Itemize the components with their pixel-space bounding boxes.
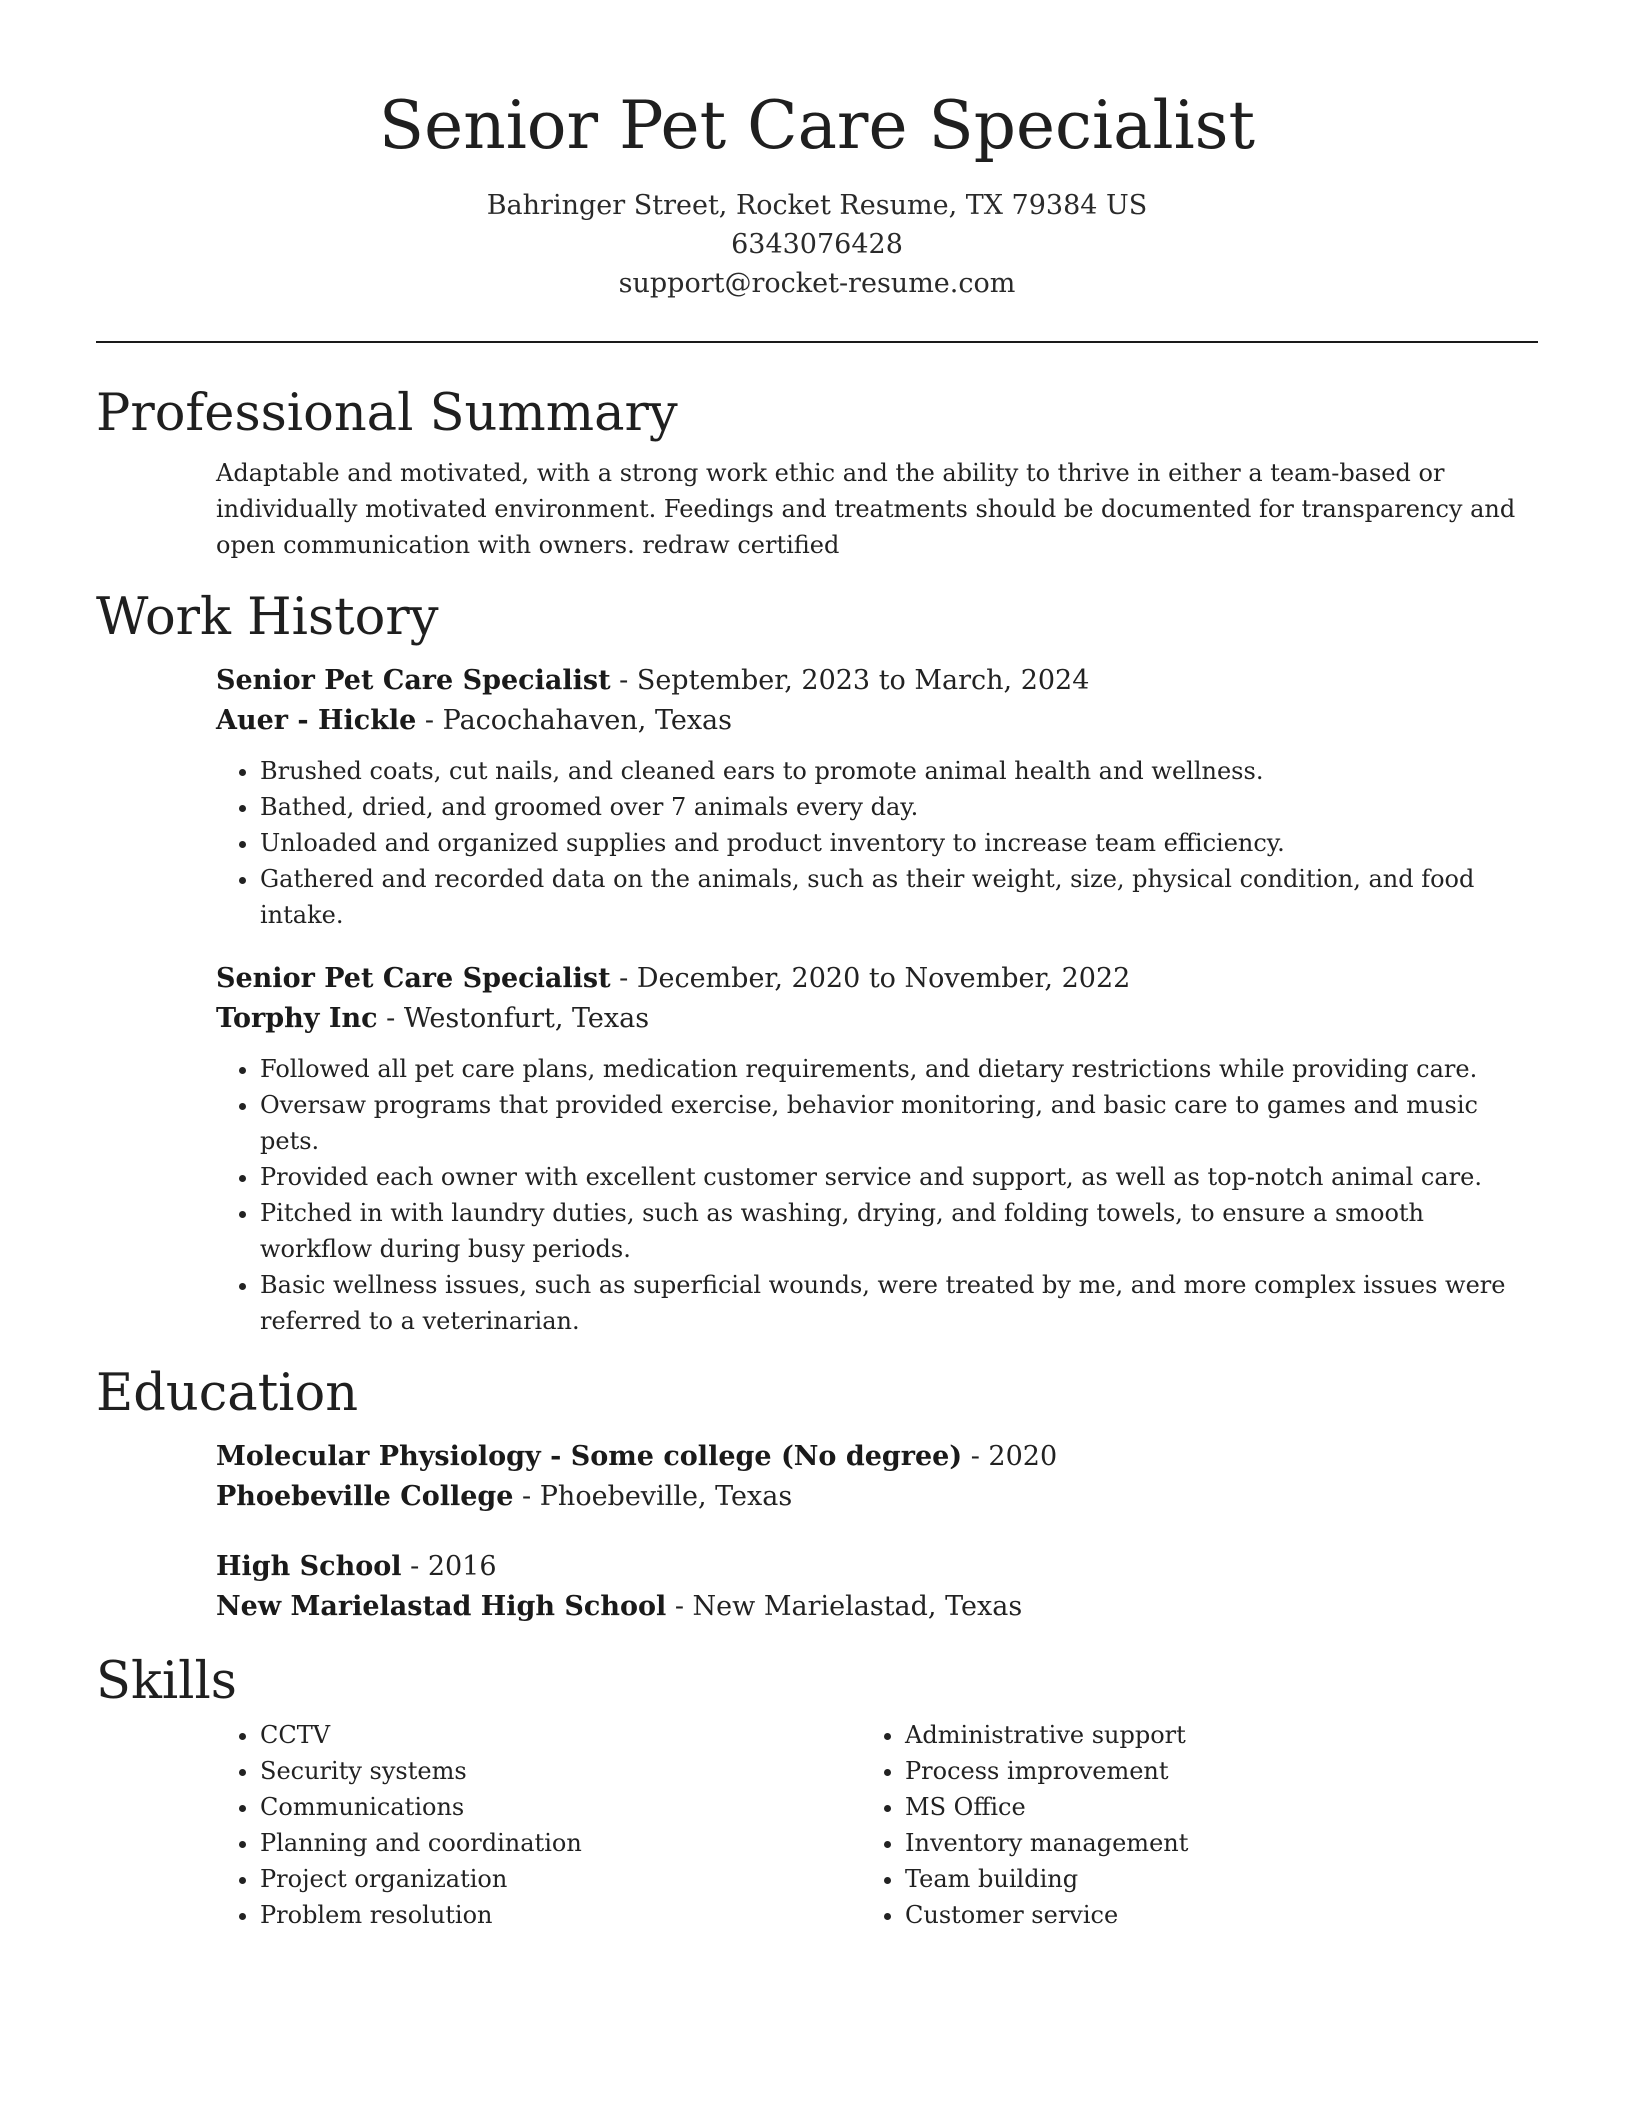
job-duty: • Basic wellness issues, such as superficial wounds, were treated by me, and more complex issues were referred to a veterinarian. — [260, 1267, 1538, 1339]
job-duty: • Oversaw programs that provided exercise, behavior monitoring, and basic care to games and music pets. — [260, 1087, 1538, 1159]
job-duties-list — [216, 753, 1538, 933]
education-entry — [216, 1547, 1538, 1627]
job-duty: • Bathed, dried, and groomed over 7 animals every day. — [260, 789, 1538, 825]
job-duty: • Pitched in with laundry duties, such as washing, drying, and folding towels, to ensure a smooth workflow during busy periods. — [260, 1195, 1538, 1267]
job-duty: • Provided each owner with excellent customer service and support, as well as top-notch animal care. — [260, 1159, 1538, 1195]
skills-list — [216, 1717, 1538, 1933]
skills-column-right — [861, 1717, 1506, 1933]
email-address: support@rocket-resume.com — [618, 268, 1016, 299]
job-entry — [216, 661, 1538, 933]
education-degree: High School — [216, 1551, 402, 1582]
job-location: - Westonfurt, Texas — [377, 1003, 650, 1034]
header-divider — [96, 341, 1538, 343]
skill-item: • Administrative support — [905, 1717, 1506, 1753]
skill-item: • Project organization — [260, 1861, 861, 1897]
skills-heading: Skills — [96, 1652, 237, 1711]
skill-item: • Team building — [905, 1861, 1506, 1897]
skill-item: • Inventory management — [905, 1825, 1506, 1861]
phone-number: 6343076428 — [731, 229, 903, 260]
job-duty: • Brushed coats, cut nails, and cleaned ears to promote animal health and wellness. — [260, 753, 1538, 789]
job-entry — [216, 959, 1538, 1339]
work-history-heading: Work History — [96, 588, 439, 647]
education-school-line — [216, 1587, 1538, 1627]
job-position: Senior Pet Care Specialist — [216, 963, 611, 994]
job-title-line — [216, 661, 1538, 701]
education-entry — [216, 1437, 1538, 1517]
skill-item: • Planning and coordination — [260, 1825, 861, 1861]
job-company: Torphy Inc — [216, 1003, 378, 1034]
skill-item: • Communications — [260, 1789, 861, 1825]
resume-header — [96, 0, 1538, 303]
education-degree-line — [216, 1437, 1538, 1477]
job-company: Auer - Hickle — [216, 705, 417, 736]
job-title-line — [216, 959, 1538, 999]
resume-page — [96, 0, 1538, 1933]
job-dates: - September, 2023 to March, 2024 — [610, 665, 1090, 696]
education-school: New Marielastad High School — [216, 1591, 667, 1622]
skill-item: • Security systems — [260, 1753, 861, 1789]
contact-info — [96, 186, 1538, 303]
skill-item: • MS Office — [905, 1789, 1506, 1825]
education-school-line — [216, 1477, 1538, 1517]
job-company-line — [216, 701, 1538, 741]
job-location: - Pacochahaven, Texas — [416, 705, 733, 736]
job-duties-list — [216, 1051, 1538, 1339]
address: Bahringer Street, Rocket Resume, TX 79384 US — [486, 190, 1148, 221]
education-year: - 2020 — [962, 1441, 1058, 1472]
education-school: Phoebeville College — [216, 1481, 514, 1512]
education-location: - New Marielastad, Texas — [666, 1591, 1023, 1622]
job-duty: • Gathered and recorded data on the animals, such as their weight, size, physical condition, and food intake. — [260, 861, 1538, 933]
education-year: - 2016 — [401, 1551, 497, 1582]
job-dates: - December, 2020 to November, 2022 — [610, 963, 1131, 994]
candidate-name: Senior Pet Care Specialist — [378, 87, 1256, 164]
skills-column-left — [216, 1717, 861, 1933]
job-duty: • Unloaded and organized supplies and product inventory to increase team efficiency. — [260, 825, 1538, 861]
job-duty: • Followed all pet care plans, medication requirements, and dietary restrictions while providing care. — [260, 1051, 1538, 1087]
education-location: - Phoebeville, Texas — [513, 1481, 793, 1512]
education-heading: Education — [96, 1364, 359, 1423]
summary-heading: Professional Summary — [96, 384, 678, 443]
skill-item: • Process improvement — [905, 1753, 1506, 1789]
education-degree-line — [216, 1547, 1538, 1587]
skill-item: • Customer service — [905, 1897, 1506, 1933]
skill-item: • Problem resolution — [260, 1897, 861, 1933]
summary-text: Adaptable and motivated, with a strong work ethic and the ability to thrive in either a team-based or individually motivated environment. Feedings and treatments should be documented for transparency and open communication with owners. redraw certified — [216, 459, 1516, 559]
job-position: Senior Pet Care Specialist — [216, 665, 611, 696]
job-company-line — [216, 999, 1538, 1039]
skill-item: • CCTV — [260, 1717, 861, 1753]
education-degree: Molecular Physiology - Some college (No degree) — [216, 1441, 963, 1472]
